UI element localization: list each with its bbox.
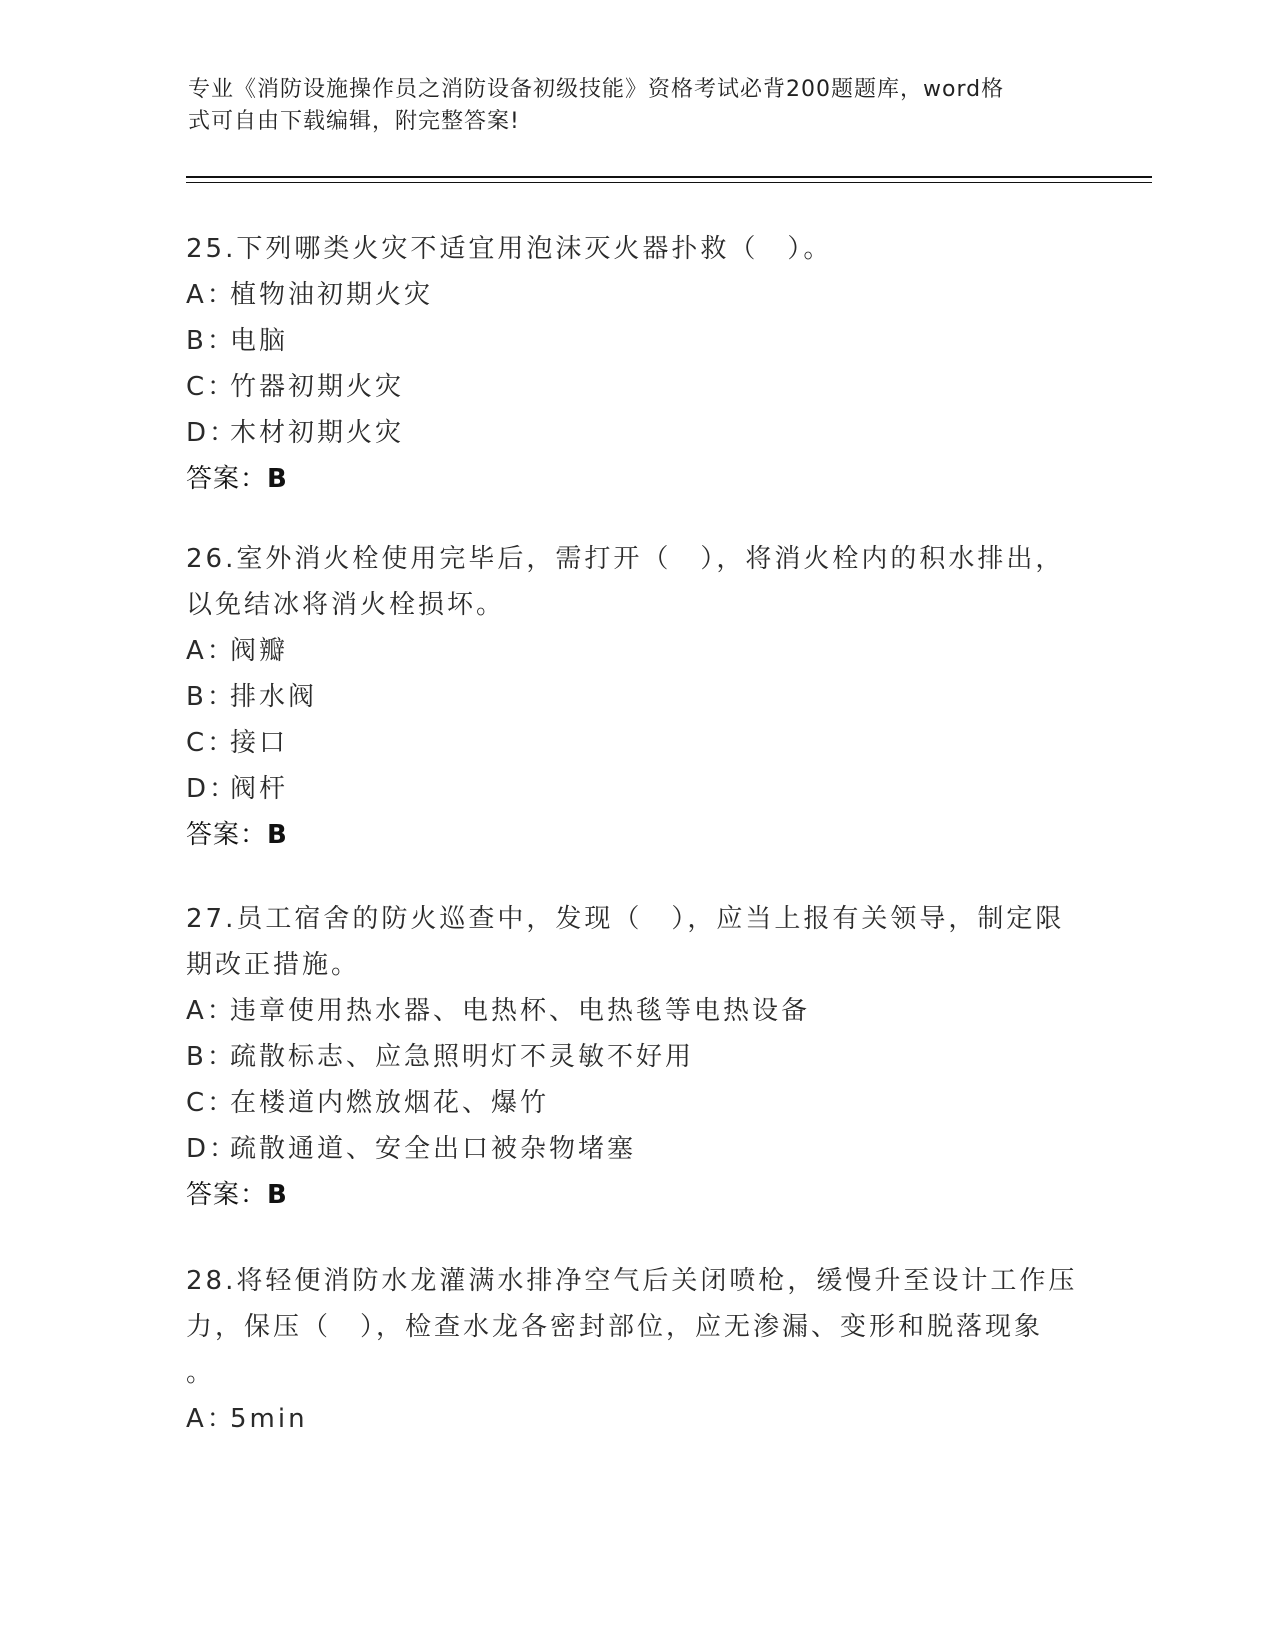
option-d: [186, 766, 1086, 812]
option-text: 植物油初期火灾: [230, 280, 434, 310]
answer-label: 答案：: [186, 1180, 268, 1210]
option-key: D：: [186, 774, 239, 804]
question-28: [186, 1258, 1086, 1442]
option-c: [186, 364, 1086, 410]
option-b: [186, 318, 1086, 364]
option-a: [186, 628, 1086, 674]
option-text: 疏散标志、应急照明灯不灵敏不好用: [230, 1042, 695, 1072]
option-b: [186, 1034, 1086, 1080]
option-text: 电脑: [230, 326, 289, 356]
document-header: [188, 74, 1068, 138]
header-divider-thin: [186, 182, 1152, 183]
option-text: 阀瓣: [230, 636, 289, 666]
question-text: 27.员工宿舍的防火巡查中，发现（ ），应当上报有关领导，制定限: [186, 904, 1065, 934]
option-d: [186, 410, 1086, 456]
option-c: [186, 720, 1086, 766]
question-25: [186, 226, 1086, 502]
option-a: [186, 272, 1086, 318]
option-key: B：: [186, 682, 236, 712]
option-key: C：: [186, 372, 237, 402]
answer-line: [186, 456, 1086, 502]
option-text: 在楼道内燃放烟花、爆竹: [230, 1088, 550, 1118]
option-a: [186, 1396, 1086, 1442]
answer-value: B: [267, 464, 288, 494]
option-key: A：: [186, 636, 236, 666]
option-b: [186, 674, 1086, 720]
option-key: A：: [186, 280, 236, 310]
option-text: 木材初期火灾: [230, 418, 405, 448]
option-text: 接口: [230, 728, 289, 758]
answer-line: [186, 812, 1086, 858]
question-text: 以免结冰将消火栓损坏。: [186, 590, 506, 620]
question-27: [186, 896, 1086, 1218]
option-key: C：: [186, 728, 237, 758]
question-text: 期改正措施。: [186, 950, 361, 980]
question-text: 28.将轻便消防水龙灌满水排净空气后关闭喷枪，缓慢升至设计工作压: [186, 1266, 1078, 1296]
question-text: 25.下列哪类火灾不适宜用泡沫灭火器扑救（ ）。: [186, 234, 833, 264]
answer-line: [186, 1172, 1086, 1218]
answer-label: 答案：: [186, 464, 268, 494]
question-text: 。: [186, 1358, 216, 1388]
header-divider-thick: [186, 176, 1152, 178]
question-text: 26.室外消火栓使用完毕后，需打开（ ），将消火栓内的积水排出，: [186, 544, 1065, 574]
option-text: 排水阀: [230, 682, 318, 712]
option-text: 5min: [230, 1404, 308, 1434]
option-text: 阀杆: [230, 774, 289, 804]
question-text: 力，保压（ ），检查水龙各密封部位，应无渗漏、变形和脱落现象: [186, 1312, 1044, 1342]
option-d: [186, 1126, 1086, 1172]
option-key: A：: [186, 1404, 236, 1434]
answer-label: 答案：: [186, 820, 268, 850]
option-text: 违章使用热水器、电热杯、电热毯等电热设备: [230, 996, 811, 1026]
question-26: [186, 536, 1086, 858]
header-line-2: 式可自由下载编辑，附完整答案!: [188, 109, 520, 134]
option-key: B：: [186, 326, 236, 356]
option-key: B：: [186, 1042, 236, 1072]
answer-value: B: [267, 820, 288, 850]
option-key: D：: [186, 418, 239, 448]
option-key: C：: [186, 1088, 237, 1118]
option-a: [186, 988, 1086, 1034]
option-key: A：: [186, 996, 236, 1026]
option-key: D：: [186, 1134, 239, 1164]
option-c: [186, 1080, 1086, 1126]
answer-value: B: [267, 1180, 288, 1210]
option-text: 竹器初期火灾: [230, 372, 405, 402]
header-line-1: 专业《消防设施操作员之消防设备初级技能》资格考试必背200题题库，word格: [188, 77, 1005, 102]
option-text: 疏散通道、安全出口被杂物堵塞: [230, 1134, 637, 1164]
